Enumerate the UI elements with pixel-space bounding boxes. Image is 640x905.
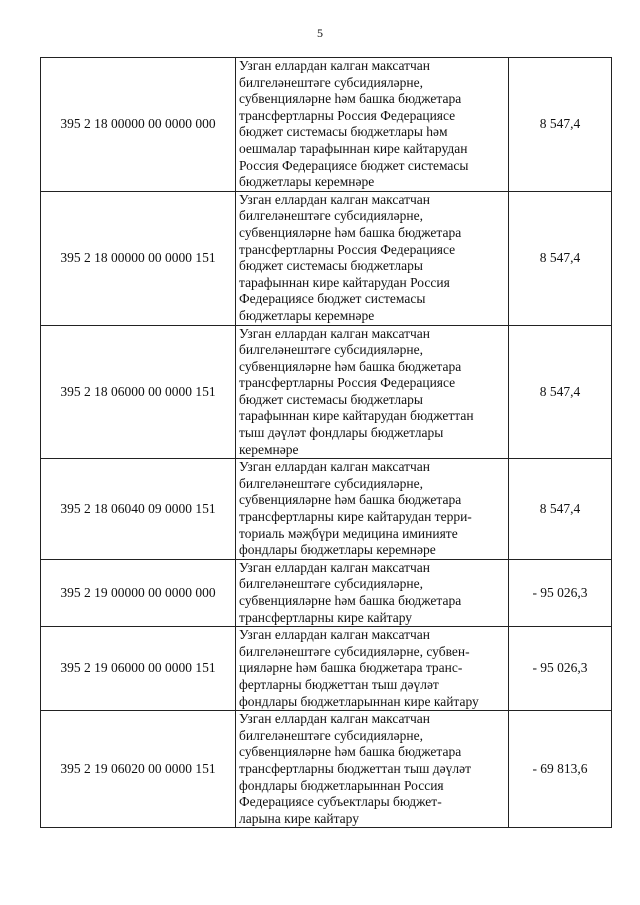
table-body	[41, 58, 612, 828]
description-line: Узган еллардан калган максатчан	[239, 627, 431, 643]
description-line: трансфертларны Россия Федерациясе	[239, 241, 456, 257]
budget-code-cell: 395 2 18 00000 00 0000 000	[41, 58, 236, 192]
budget-code-cell: 395 2 18 06040 09 0000 151	[41, 459, 236, 560]
description-cell	[236, 325, 509, 459]
description-line: ларына кире кайтару	[239, 810, 359, 826]
description-line: трансфертларны бюджеттан тыш дәүләт	[239, 760, 472, 776]
description-line: билгеләнештәге субсидияләрне, субвен-	[239, 643, 470, 659]
description-line: бюджет системасы бюджетлары һәм	[239, 124, 448, 140]
table-row	[41, 191, 612, 325]
description-cell	[236, 711, 509, 828]
budget-code-cell: 395 2 19 06020 00 0000 151	[41, 711, 236, 828]
budget-code-cell: 395 2 19 06000 00 0000 151	[41, 627, 236, 711]
description-line: тарафыннан кире кайтарудан Россия	[239, 274, 450, 290]
table-row	[41, 559, 612, 626]
description-line: субвенцияләрне һәм башка бюджетара	[239, 358, 462, 374]
description-cell	[236, 459, 509, 560]
description-line: бюджетлары керемнәре	[239, 174, 375, 190]
budget-code-cell: 395 2 18 06000 00 0000 151	[41, 325, 236, 459]
description-line: субвенцияләрне һәм башка бюджетара	[239, 492, 462, 508]
description-line: субвенцияләрне һәм башка бюджетара	[239, 593, 462, 608]
description-line: фертларны бюджеттан тыш дәүләт	[239, 676, 439, 692]
description-line: субвенцияләрне һәм башка бюджетара	[239, 91, 462, 107]
table-row	[41, 627, 612, 711]
description-line: бюджетлары керемнәре	[239, 307, 375, 323]
description-line: Узган еллардан калган максатчан	[239, 58, 431, 73]
description-line: Узган еллардан калган максатчан	[239, 559, 431, 575]
description-line: билгеләнештәге субсидияләрне,	[239, 208, 423, 224]
description-line: трансфертларны кире кайтару	[239, 609, 413, 625]
amount-cell: 8 547,4	[509, 325, 612, 459]
description-line: бюджет системасы бюджетлары	[239, 258, 423, 274]
description-line: трансфертларны Россия Федерациясе	[239, 375, 456, 391]
description-line: Узган еллардан калган максатчан	[239, 459, 431, 475]
amount-cell: 8 547,4	[509, 191, 612, 325]
amount-cell: 8 547,4	[509, 58, 612, 192]
budget-revenue-table	[40, 57, 612, 828]
description-line: билгеләнештәге субсидияләрне,	[239, 727, 423, 743]
budget-code-cell: 395 2 18 00000 00 0000 151	[41, 191, 236, 325]
description-line: билгеләнештәге субсидияләрне,	[239, 74, 423, 90]
amount-cell: - 95 026,3	[509, 627, 612, 711]
amount-cell: - 69 813,6	[509, 711, 612, 828]
page-number: 5	[317, 26, 323, 40]
amount-cell: - 95 026,3	[509, 559, 612, 626]
description-line: трансфертларны кире кайтарудан терри-	[239, 509, 472, 525]
description-line: оешмалар тарафыннан кире кайтарудан	[239, 140, 468, 156]
description-line: билгеләнештәге субсидияләрне,	[239, 576, 423, 592]
description-line: Федерациясе бюджет системасы	[239, 291, 426, 307]
description-cell	[236, 559, 509, 626]
description-line: цияләрне һәм башка бюджетара транс-	[239, 660, 463, 676]
description-line: ториаль мәҗбүри медицина иминияте	[239, 525, 458, 541]
table-row	[41, 459, 612, 560]
table-row	[41, 58, 612, 192]
description-cell	[236, 58, 509, 192]
description-line: Россия Федерациясе бюджет системасы	[239, 157, 469, 173]
description-line: билгеләнештәге субсидияләрне,	[239, 342, 423, 358]
table-row	[41, 325, 612, 459]
description-line: субвенцияләрне һәм башка бюджетара	[239, 224, 462, 240]
amount-cell: 8 547,4	[509, 459, 612, 560]
description-cell	[236, 191, 509, 325]
table-row	[41, 711, 612, 828]
description-line: Узган еллардан калган максатчан	[239, 325, 431, 341]
description-line: Федерациясе субъектлары бюджет-	[239, 794, 442, 810]
description-line: тыш дәүләт фондлары бюджетлары	[239, 425, 444, 441]
description-line: керемнәре	[239, 441, 299, 457]
description-line: фондлары бюджетларыннан Россия	[239, 777, 444, 793]
budget-code-cell: 395 2 19 00000 00 0000 000	[41, 559, 236, 626]
description-line: билгеләнештәге субсидияләрне,	[239, 475, 423, 491]
description-line: бюджет системасы бюджетлары	[239, 391, 423, 407]
description-line: фондлары бюджетлары керемнәре	[239, 542, 436, 558]
description-cell	[236, 627, 509, 711]
description-line: фондлары бюджетларыннан кире кайтару	[239, 693, 479, 709]
description-line: трансфертларны Россия Федерациясе	[239, 107, 456, 123]
description-line: субвенцияләрне һәм башка бюджетара	[239, 744, 462, 760]
description-line: Узган еллардан калган максатчан	[239, 191, 431, 207]
description-line: Узган еллардан калган максатчан	[239, 711, 431, 727]
description-line: тарафыннан кире кайтарудан бюджеттан	[239, 408, 474, 424]
